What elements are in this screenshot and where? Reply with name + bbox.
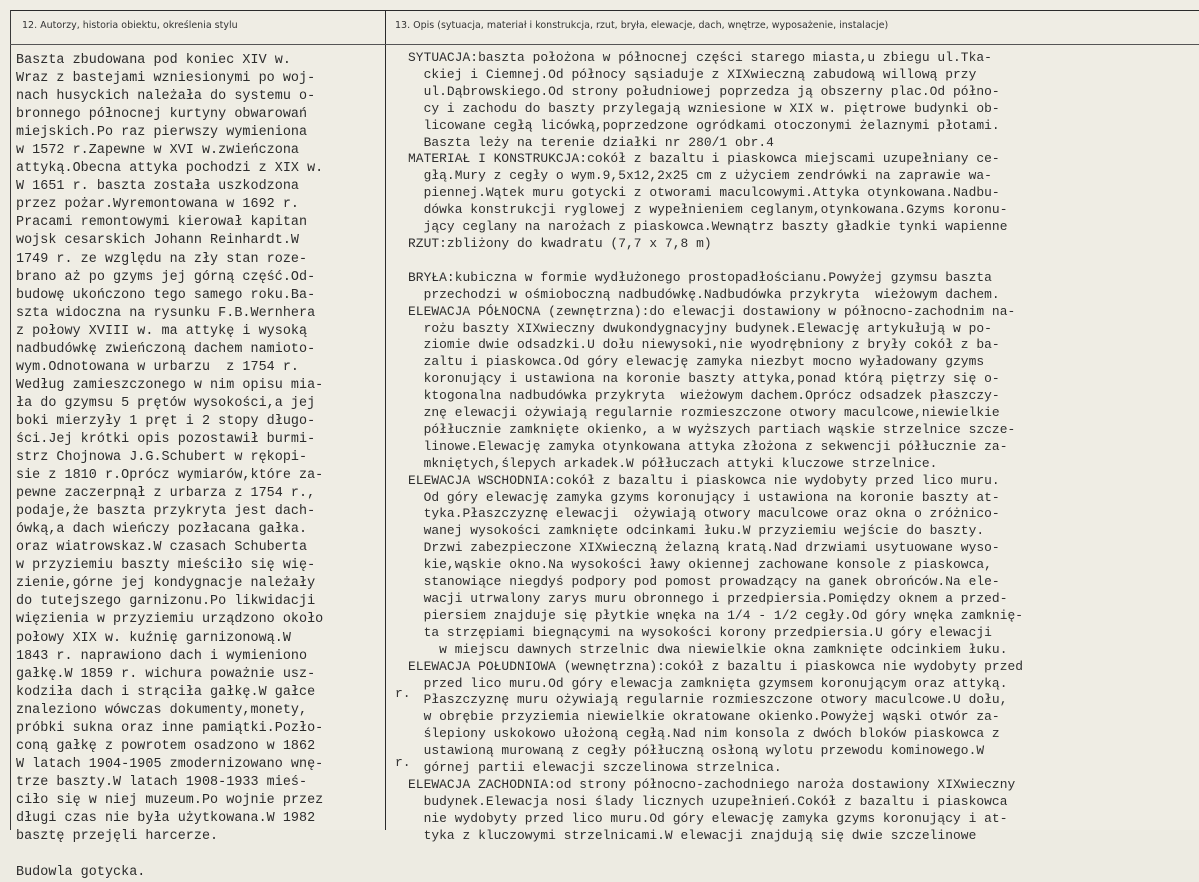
column-divider xyxy=(385,10,386,830)
top-border xyxy=(10,10,1199,11)
right-column-header: 13. Opis (sytuacja, materiał i konstrukcja, rzut, bryła, elewacje, dach, wnętrze, wyposażenie, instalacje) xyxy=(395,20,889,31)
description-text: SYTUACJA:baszta położona w północnej części starego miasta,u zbiegu ul.Tka- ckiej i Ciemnej.Od północy sąsiaduje z XIXwieczną zabudową willową przy ul.Dąbrowskiego.Od strony południowej poprzedza ją obszerny plac.Od półno- cy i zachodu do baszty przylegają wzniesione w XIX w. piętrowe budynki ob- licowane cegłą licówką,poprzedzone ogródkami otoczonymi żelaznymi płotami. Baszta leży na terenie działki nr 280/1 obr.4 MATERIAŁ I KONSTRUKCJA:cokół z bazaltu i piaskowca miejscami uzupełniany ce- głą.Mury z cegły o wym.9,5x12,2x25 cm z użyciem zendrówki na zaprawie wa- piennej.Wątek muru gotycki z otworami maculcowymi.Attyka otynkowana.Nadbu- dówka konstrukcji ryglowej z wypełnieniem ceglanym,otynkowana.Gzyms koronu- jący ceglany na narożach z piaskowca.Wewnątrz baszty gładkie tynki wapienne RZUT:zbliżony do kwadratu (7,7 x 7,8 m) BRYŁA:kubiczna w formie wydłużonego prostopadłościanu.Powyżej gzymsu baszta przechodzi w ośmioboczną nadbudówkę.Nadbudówka przykryta wieżowym dachem. ELEWACJA PÓŁNOCNA (zewnętrzna):do elewacji dostawiony w północno-zachodnim na- rożu baszty XIXwieczny dwukondygnacyjny budynek.Elewację artykułują w po- ziomie dwie odsadzki.U dołu niewysoki,nie wyodrębniony z bryły cokół z ba- zaltu i piaskowca.Od góry elewację zamyka niezbyt mocno wyładowany gzyms koronujący i ustawiona na koronie baszty attyka,ponad którą piętrzy się o- ktogonalna nadbudówka przykryta wieżowym dachem.Oprócz odsadzek płaszczy- znę elewacji ożywiają regularnie rozmieszczone otwory maculcowe,niewielkie półłucznie zamknięte okienko, a w wyższych partiach wąskie strzelnice szcze- linowe.Elewację zamyka otynkowana attyka złożona z sekwencji półłucznie za- mkniętych,ślepych arkadek.W półłuczach attyki kluczowe strzelnice. ELEWACJA WSCHODNIA:cokół z bazaltu i piaskowca nie wydobyty przed lico muru. Od góry elewację zamyka gzyms koronujący i ustawiona na koronie baszty at- tyka.Płaszczyznę elewacji ożywiają otwory maculcowe oraz okna o zróżnico- wanej wysokości zamknięte odcinkami łuku.W przyziemiu wejście do baszty. Drzwi zabezpieczone XIXwieczną żelazną kratą.Nad drzwiami usytuowane wyso- kie,wąskie okno.Na wysokości ławy okiennej zachowane konsole z piaskowca, stanowiące niegdyś podpory pod pomost prowadzący na ganek obrońców.Na ele- wacji utrwalony zarys muru obronnego i przedpiersia.Pomiędzy oknem a przed- piersiem znajduje się płytkie wnęka na 1/4 - 1/2 cegły.Od góry wnęka zamknię- ta strzępiami biegnącymi na wysokości korony przedpiersia.U góry elewacji w miejscu dawnych strzelnic dwa niewielkie okna zamknięte odcinkiem łuku. ELEWACJA POŁUDNIOWA (wewnętrzna):cokół z bazaltu i piaskowca nie wydobyty przed przed lico muru.Od góry elewacja zamknięta gzymsem koronującym oraz attyką. Płaszczyznę muru ożywiają regularnie rozmieszczone otwory maculcowe.U dołu, w obrębie przyziemia niewielkie okratowane okienko.Powyżej wąski otwór za- ślepiony uskokowo ułożoną cegłą.Nad nim konsola z dwóch bloków piaskowca z ustawioną murowaną z cegły półłuczną osłoną wylotu przewodu kominowego.W górnej partii elewacji szczelinowa strzelnica. ELEWACJA ZACHODNIA:od strony północno-zachodniego naroża dostawiony XIXwieczny budynek.Elewacja nosi ślady licznych uzupełnień.Cokół z bazaltu i piaskowca nie wydobyty przed lico muru.Od góry elewację zamyka gzyms koronujący i at- tyka z kluczowymi strzelnicami.W elewacji znajdują się dwie szczelinowe xyxy=(408,50,1024,843)
margin-mark-1: r. xyxy=(395,686,411,701)
left-column-header: 12. Autorzy, historia obiektu, określenia stylu xyxy=(22,20,238,31)
header-border xyxy=(10,44,1199,45)
left-border xyxy=(10,10,11,830)
margin-mark-2: r. xyxy=(395,755,411,770)
history-text: Baszta zbudowana pod koniec XIV w. Wraz z bastejami wzniesionymi po woj- nach husyckich należała do systemu o- bronnego północnej kurtyny obwarowań miejskich.Po raz pierwszy wymieniona w 1572 r.Zapewne w XVI w.zwieńczona attyką.Obecna attyka pochodzi z XIX w. W 1651 r. baszta została uszkodzona przez pożar.Wyremontowana w 1692 r. Pracami remontowymi kierował kapitan wojsk cesarskich Johann Reinhardt.W 1749 r. ze względu na zły stan roze- brano aż po gzyms jej górną część.Od- budowę ukończono tego samego roku.Ba- szta widoczna na rysunku F.B.Wernhera z połowy XVIII w. ma attykę i wysoką nadbudówkę zwieńczoną dachem namioto- wym.Odnotowana w urbarzu z 1754 r. Według zamieszczonego w nim opisu mia- ła do gzymsu 5 prętów wysokości,a jej boki mierzyły 1 pręt i 2 stopy długo- ści.Jej krótki opis pozostawił burmi- strz Chojnowa J.G.Schubert w rękopi- sie z 1810 r.Oprócz wymiarów,które za- pewne zaczerpnął z urbarza z 1754 r., podaje,że baszta przykryta jest dach- ówką,a dach wieńczy pozłacana gałka. oraz wiatrowskaz.W czasach Schuberta w przyziemiu baszty mieściło się wię- zienie,górne jej kondygnacje należały do tutejszego garnizonu.Po likwidacji więzienia w przyziemiu urządzono około połowy XIX w. kuźnię garnizonową.W 1843 r. naprawiono dach i wymieniono gałkę.W 1859 r. wichura poważnie usz- kodziła dach i strąciła gałkę.W gałce znaleziono wówczas dokumenty,monety, próbki sukna oraz inne pamiątki.Pozło- coną gałkę z powrotem osadzono w 1862 W latach 1904-1905 zmodernizowano wnę- trze baszty.W latach 1908-1933 mieś- ciło się w niej muzeum.Po wojnie przez długi czas nie była użytkowana.W 1982 basztę przejęli harcerze. Budowla gotycka. xyxy=(16,53,324,881)
